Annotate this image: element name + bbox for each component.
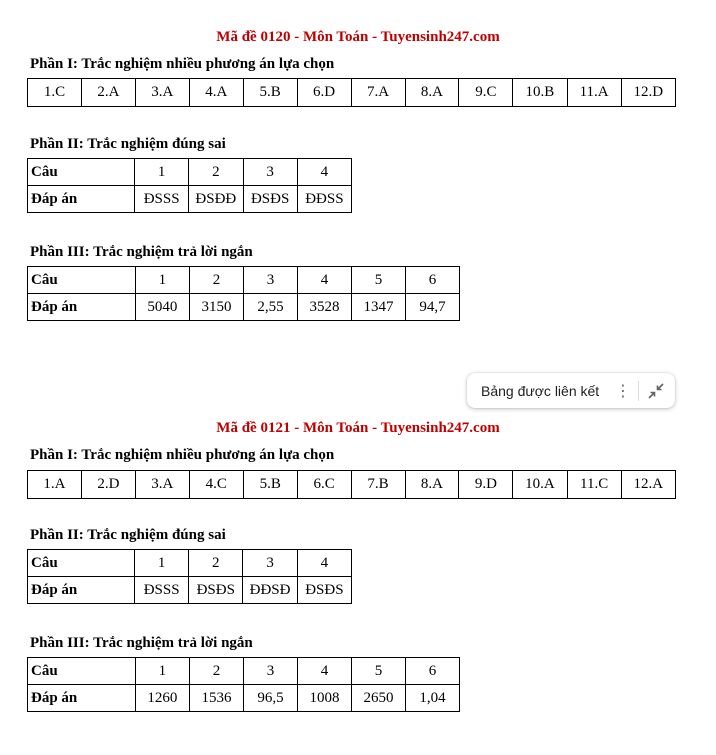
question-cell: 6 bbox=[406, 267, 460, 294]
part2-table bbox=[27, 549, 352, 604]
answer-cell: 7.B bbox=[351, 471, 405, 499]
part2-label: Phần II: Trắc nghiệm đúng sai bbox=[30, 527, 226, 543]
answer-cell: 11.C bbox=[567, 471, 621, 499]
question-cell: 6 bbox=[406, 658, 460, 685]
answer-cell: 11.A bbox=[567, 79, 621, 107]
part2-table bbox=[27, 158, 352, 213]
row-header: Câu bbox=[28, 159, 135, 186]
answer-cell: 96,5 bbox=[244, 685, 298, 712]
question-cell: 2 bbox=[189, 267, 243, 294]
answer-cell: 2,55 bbox=[244, 294, 298, 321]
part3-label: Phần III: Trắc nghiệm trả lời ngắn bbox=[30, 635, 253, 651]
linked-table-label: Bảng được liên kết bbox=[481, 382, 600, 399]
answer-cell: 12.A bbox=[621, 471, 675, 499]
answer-cell: 5.B bbox=[243, 471, 297, 499]
table-row bbox=[28, 79, 676, 107]
table-row bbox=[28, 577, 352, 604]
collapse-icon[interactable] bbox=[643, 378, 669, 404]
part1-label: Phần I: Trắc nghiệm nhiều phương án lựa chọn bbox=[30, 447, 335, 463]
table-row bbox=[28, 267, 460, 294]
answer-cell: 12.D bbox=[621, 79, 675, 107]
answer-cell: 7.A bbox=[351, 79, 405, 107]
answer-cell: 8.A bbox=[405, 79, 459, 107]
answer-cell: 5040 bbox=[135, 294, 189, 321]
question-cell: 5 bbox=[351, 658, 405, 685]
question-cell: 4 bbox=[297, 658, 351, 685]
answer-cell: 10.A bbox=[513, 471, 567, 499]
question-cell: 1 bbox=[135, 267, 189, 294]
answer-cell: 5.B bbox=[243, 79, 297, 107]
row-header: Đáp án bbox=[28, 577, 135, 604]
question-cell: 3 bbox=[244, 658, 298, 685]
part1-table bbox=[27, 470, 676, 499]
answer-cell: 3.A bbox=[135, 79, 189, 107]
question-cell: 3 bbox=[243, 159, 297, 186]
answer-cell: 94,7 bbox=[406, 294, 460, 321]
table-row bbox=[28, 186, 352, 213]
table-row bbox=[28, 471, 676, 499]
block-title: Mã đề 0121 - Môn Toán - Tuyensinh247.com bbox=[216, 420, 500, 436]
row-header: Đáp án bbox=[28, 685, 136, 712]
answer-cell: 2650 bbox=[351, 685, 405, 712]
answer-cell: ĐSĐS bbox=[297, 577, 351, 604]
answer-cell: 2.D bbox=[81, 471, 135, 499]
row-header: Đáp án bbox=[28, 186, 135, 213]
answer-cell: 3528 bbox=[297, 294, 351, 321]
question-cell: 1 bbox=[135, 550, 189, 577]
answer-cell: ĐSSS bbox=[135, 577, 189, 604]
question-cell: 2 bbox=[189, 658, 243, 685]
part3-table bbox=[27, 266, 460, 321]
row-header: Đáp án bbox=[28, 294, 136, 321]
answer-cell: ĐSĐS bbox=[189, 577, 243, 604]
answer-cell: 4.A bbox=[189, 79, 243, 107]
answer-cell: 10.B bbox=[513, 79, 567, 107]
table-row bbox=[28, 294, 460, 321]
answer-cell: 1.A bbox=[28, 471, 82, 499]
question-cell: 1 bbox=[135, 658, 189, 685]
question-cell: 3 bbox=[244, 267, 298, 294]
answer-cell: 1008 bbox=[297, 685, 351, 712]
answer-cell: 4.C bbox=[189, 471, 243, 499]
part3-table bbox=[27, 657, 460, 712]
table-row bbox=[28, 658, 460, 685]
answer-cell: ĐSĐS bbox=[243, 186, 297, 213]
chip-divider bbox=[638, 381, 639, 401]
part3-label: Phần III: Trắc nghiệm trả lời ngắn bbox=[30, 244, 253, 260]
block-title: Mã đề 0120 - Môn Toán - Tuyensinh247.com bbox=[216, 29, 500, 45]
question-cell: 5 bbox=[351, 267, 405, 294]
row-header: Câu bbox=[28, 658, 136, 685]
linked-table-chip[interactable] bbox=[467, 373, 675, 408]
answer-cell: 9.D bbox=[459, 471, 513, 499]
answer-cell: ĐSĐĐ bbox=[189, 186, 243, 213]
question-cell: 1 bbox=[135, 159, 189, 186]
answer-cell: 1347 bbox=[351, 294, 405, 321]
answer-cell: 1,04 bbox=[406, 685, 460, 712]
part2-label: Phần II: Trắc nghiệm đúng sai bbox=[30, 136, 226, 152]
part1-label: Phần I: Trắc nghiệm nhiều phương án lựa chọn bbox=[30, 56, 335, 72]
more-vert-icon[interactable]: ⋮ bbox=[615, 382, 631, 400]
table-row bbox=[28, 550, 352, 577]
answer-cell: 2.A bbox=[81, 79, 135, 107]
answer-cell: 3.A bbox=[135, 471, 189, 499]
question-cell: 2 bbox=[189, 550, 243, 577]
question-cell: 3 bbox=[243, 550, 297, 577]
answer-cell: 3150 bbox=[189, 294, 243, 321]
answer-cell: 1536 bbox=[189, 685, 243, 712]
answer-cell: 6.C bbox=[297, 471, 351, 499]
question-cell: 4 bbox=[297, 267, 351, 294]
answer-cell: 1.C bbox=[28, 79, 82, 107]
answer-cell: ĐSSS bbox=[135, 186, 189, 213]
answer-cell: 9.C bbox=[459, 79, 513, 107]
answer-cell: 8.A bbox=[405, 471, 459, 499]
answer-cell: 1260 bbox=[135, 685, 189, 712]
answer-cell: 6.D bbox=[297, 79, 351, 107]
answer-cell: ĐĐSĐ bbox=[243, 577, 297, 604]
table-row bbox=[28, 159, 352, 186]
part1-table bbox=[27, 78, 676, 107]
row-header: Câu bbox=[28, 550, 135, 577]
question-cell: 4 bbox=[297, 550, 351, 577]
answer-cell: ĐĐSS bbox=[297, 186, 351, 213]
row-header: Câu bbox=[28, 267, 136, 294]
question-cell: 4 bbox=[297, 159, 351, 186]
table-row bbox=[28, 685, 460, 712]
question-cell: 2 bbox=[189, 159, 243, 186]
